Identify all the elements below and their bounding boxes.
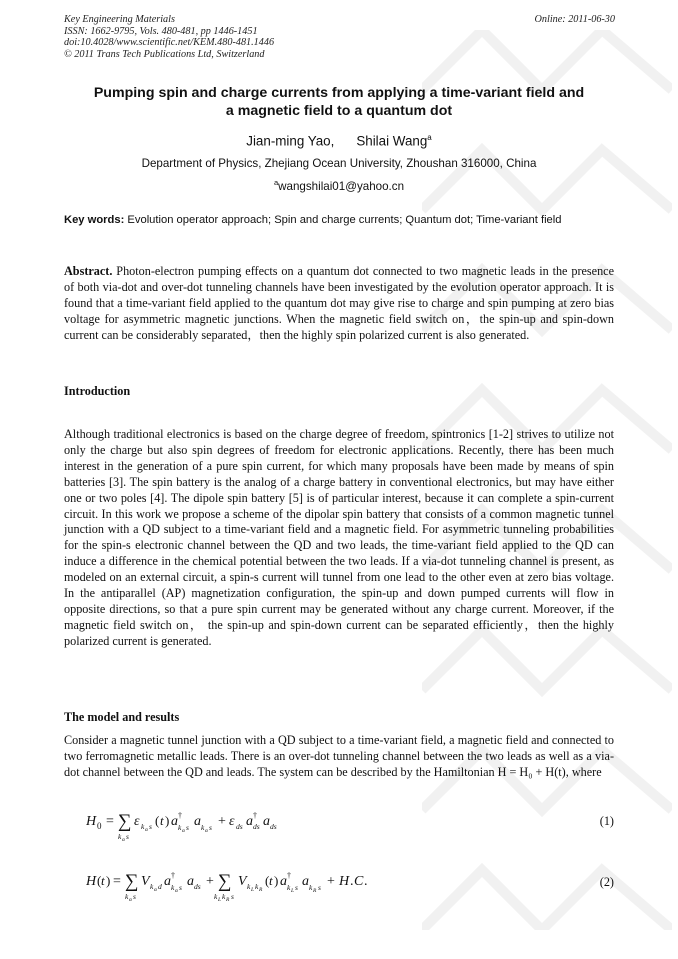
keywords (64, 213, 614, 228)
equation-number: (2) (599, 875, 614, 889)
svg-text:(: ( (265, 873, 270, 888)
svg-text:∑: ∑ (218, 871, 232, 892)
equation-1 (86, 808, 346, 842)
author-superscript: a (427, 133, 432, 142)
svg-text:+: + (218, 814, 226, 829)
author-name: Shilai Wang (356, 133, 428, 149)
abstract-text: Photon-electron pumping effects on a quantum dot connected to two magnetic leads in the presence of both via-dot and over-dot tunneling channels have been investigated by the evolution operator approach. It is found that a time-variant field applied to the quantum dot may give rise to charge and spin pumping at zero bias voltage for asymmetric magnetic junctions. When the magnetic field switch on，the spin-up and spin-down current can be considerably separated，then the highly spin polarized current is also generated. (64, 264, 614, 342)
svg-text:R: R (259, 887, 263, 893)
svg-text:s: s (133, 892, 136, 901)
svg-text:a: a (171, 814, 178, 829)
svg-text:k: k (125, 892, 129, 901)
svg-text:t: t (160, 813, 164, 828)
svg-text:a: a (302, 874, 309, 889)
svg-text:+: + (327, 874, 335, 889)
svg-text:H: H (86, 814, 97, 829)
svg-text:∑: ∑ (125, 871, 139, 892)
svg-text:k: k (118, 832, 122, 841)
keywords-label: Key words: (64, 214, 125, 226)
svg-text:k: k (178, 823, 182, 832)
svg-text:): ) (274, 873, 279, 888)
svg-text:L: L (251, 887, 255, 893)
svg-text:k: k (141, 822, 145, 831)
journal-issn: ISSN: 1662-9795, Vols. 480-481, pp 1446-1451 (64, 25, 258, 37)
svg-text:a: a (194, 814, 201, 829)
svg-text:α: α (145, 827, 148, 833)
journal-header (64, 14, 274, 60)
online-date: Online: 2011-06-30 (534, 14, 615, 25)
svg-text:H: H (86, 874, 97, 889)
introduction-body: Although traditional electronics is based on the charge degree of freedom, spintronics [1-2] strives to utilize not only the charge but also spin degrees of freedom for electronic applications. Recently, there has been much interest in the generation of a pure spin current, for which many proposals have been made by means of spin batteries [3]. The spin battery is the analog of a charge battery in conventional electronics, but may have either one or two poles [4]. The dipole spin battery [5] is of particular interest, because it can complete a spin-current circuit. In this work we propose a scheme of the dipolar spin battery that consists of a common magnetic tunnel junction with a QD subject to a time-variant field and a magnetic field. For asymmetric tunneling probabilities for the spin-s electronic channel between the QD and two leads, the time-variant field applied to the QD can induce a difference in the chemical potential between the two leads. If a via-dot tunneling channel is present, as modeled on an external circuit, a spin-s current will tunnel from one lead to the other even at zero bias voltage. In the antiparallel (AP) magnetization configuration, the spin-up and down pumped currents will flow in opposite directions, so that a pure spin current may be generated without any charge current. Moreover, if the magnetic field switch on， the spin-up and spin-down current can be separated efficiently，then the highly polarized current is generated. (64, 427, 614, 648)
svg-text:†: † (253, 811, 257, 820)
svg-text:a: a (246, 814, 253, 829)
svg-text:α: α (122, 837, 125, 842)
svg-text:.: . (350, 874, 354, 889)
svg-text:α: α (175, 888, 178, 894)
svg-text:+: + (206, 874, 214, 889)
svg-text:H: H (339, 874, 350, 889)
svg-text:s: s (126, 832, 129, 841)
svg-text:d: d (158, 882, 162, 891)
keywords-text: Evolution operator approach; Spin and charge currents; Quantum dot; Time-variant field (124, 214, 562, 226)
svg-text:k: k (222, 892, 226, 901)
svg-text:s: s (209, 823, 212, 832)
svg-text:=: = (106, 814, 114, 829)
model-body: Consider a magnetic tunnel junction with a QD subject to a time-variant field, a magnetic field and connected to two ferromagnetic metallic leads. There is an over-dot tunneling channel between the two leads as well as a via-dot channel between the QD and leads. The system can be described by the Hamiltonian H = H₀ + H(t), where (64, 733, 614, 779)
svg-text:†: † (287, 871, 291, 880)
svg-text:V: V (141, 874, 150, 889)
svg-text:): ) (106, 873, 111, 888)
equation-number: (1) (599, 814, 614, 828)
svg-text:a: a (187, 874, 194, 889)
svg-text:): ) (165, 813, 170, 828)
svg-text:V: V (238, 874, 247, 889)
svg-text:t: t (269, 873, 273, 888)
journal-doi: doi:10.4028/www.scientific.net/KEM.480-481.1446 (64, 37, 275, 49)
svg-text:α: α (182, 828, 185, 834)
title-line-2: a magnetic field to a quantum dot (225, 103, 453, 119)
svg-text:ε: ε (134, 814, 140, 829)
svg-text:k: k (309, 883, 313, 892)
affiliation: Department of Physics, Zhejiang Ocean University, Zhoushan 316000, China (141, 157, 537, 170)
svg-text:s: s (186, 823, 189, 832)
svg-text:ds: ds (194, 882, 201, 891)
svg-text:(: ( (97, 873, 102, 888)
svg-text:ε: ε (229, 814, 235, 829)
email-address: wangshilai01@yahoo.cn (278, 179, 405, 193)
introduction-heading: Introduction (64, 384, 131, 398)
svg-text:s: s (179, 883, 182, 892)
svg-text:†: † (171, 871, 175, 880)
svg-text:L: L (218, 897, 222, 903)
journal-name: Key Engineering Materials (64, 14, 175, 25)
svg-text:α: α (154, 887, 157, 893)
svg-text:ds: ds (270, 822, 277, 831)
svg-text:R: R (313, 888, 317, 894)
svg-text:†: † (178, 811, 182, 820)
svg-text:t: t (101, 873, 105, 888)
author-list (60, 133, 618, 148)
svg-text:a: a (263, 814, 270, 829)
svg-text:s: s (149, 822, 152, 831)
svg-text:∑: ∑ (118, 811, 132, 832)
svg-text:C: C (354, 874, 364, 889)
author-email (60, 178, 618, 193)
model-heading: The model and results (64, 710, 180, 724)
svg-text:k: k (247, 882, 251, 891)
paper-title (60, 84, 618, 120)
email-superscript: a (273, 178, 279, 187)
svg-text:α: α (205, 828, 208, 834)
svg-text:L: L (291, 888, 295, 894)
svg-text:α: α (129, 897, 132, 903)
svg-text:ds: ds (253, 822, 260, 831)
title-line-1: Pumping spin and charge currents from applying a time-variant field and (93, 85, 585, 101)
svg-text:k: k (287, 883, 291, 892)
svg-text:a: a (280, 874, 287, 889)
author-name: Jian-ming Yao, (246, 133, 335, 149)
svg-text:=: = (113, 874, 121, 889)
journal-copyright: © 2011 Trans Tech Publications Ltd, Switzerland (64, 48, 265, 60)
svg-text:(: ( (155, 813, 160, 828)
equation-2 (86, 868, 386, 904)
svg-text:.: . (364, 874, 368, 889)
svg-text:k: k (255, 882, 259, 891)
svg-text:s: s (295, 883, 298, 892)
svg-text:k: k (171, 883, 175, 892)
abstract-label: Abstract. (64, 264, 113, 278)
svg-text:a: a (164, 874, 171, 889)
svg-text:s: s (231, 892, 234, 901)
abstract (64, 264, 614, 344)
svg-text:k: k (214, 892, 218, 901)
svg-text:ds: ds (236, 822, 243, 831)
svg-text:0: 0 (97, 821, 102, 831)
svg-text:s: s (318, 883, 321, 892)
svg-text:k: k (150, 882, 154, 891)
svg-text:k: k (201, 823, 205, 832)
svg-text:R: R (226, 897, 230, 903)
